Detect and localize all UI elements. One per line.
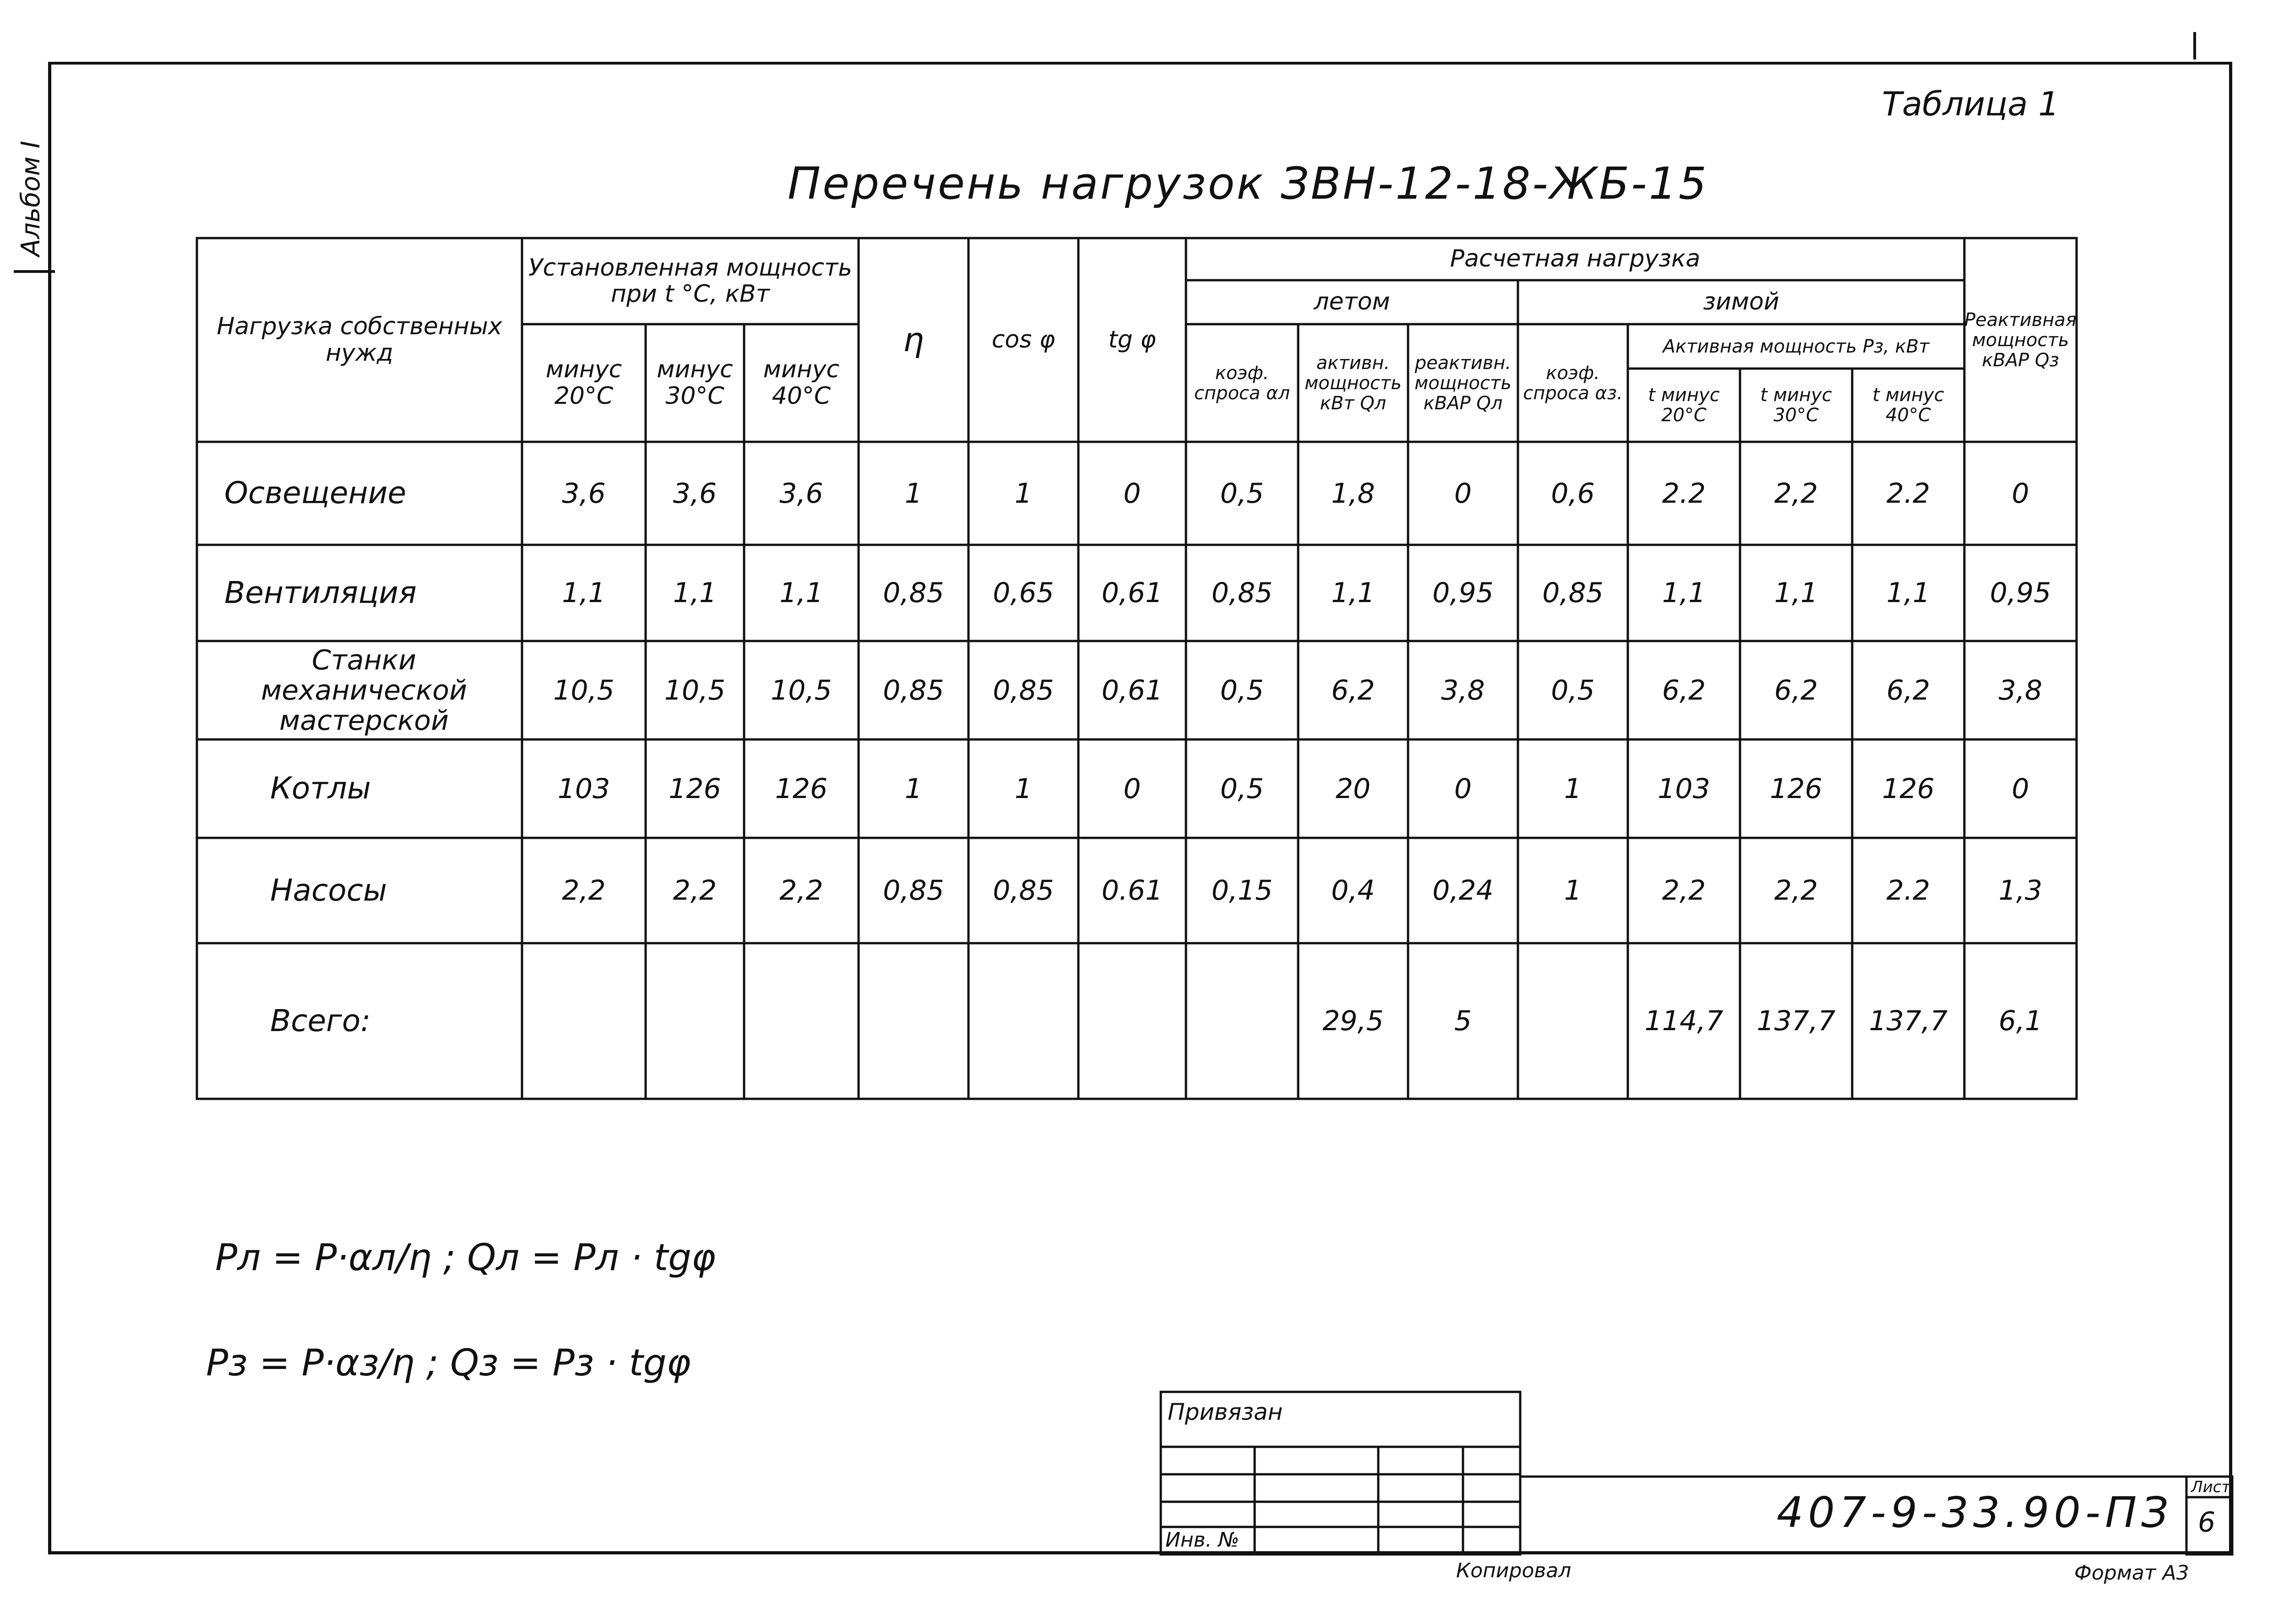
paper-format: Формат А3 (2074, 1561, 2189, 1585)
table-cell: 3,6 (779, 477, 823, 510)
copied-by: Копировал (1456, 1559, 1572, 1582)
table-cell: 2,2 (1774, 477, 1818, 510)
table-cell: 2,2 (562, 874, 606, 907)
header-winter: зимой (1703, 288, 1779, 316)
table-cell: 1,1 (1662, 577, 1706, 609)
row-label: Освещение (224, 475, 407, 511)
formula-summer: Pл = P·αл/η ; Qл = Pл · tgφ (215, 1236, 716, 1279)
table-cell: 137,7 (1756, 1005, 1836, 1037)
header-installed-30: минус 30°С (657, 356, 733, 410)
header-installed-40: минус 40°С (763, 356, 840, 410)
table-cell: 0,24 (1432, 874, 1494, 907)
table-cell: 0,85 (883, 577, 944, 609)
table-cell: 3,8 (1998, 674, 2043, 706)
header-summer-k: коэф. спроса αл (1194, 362, 1290, 404)
header-winter-k: коэф. спроса αз. (1523, 362, 1623, 404)
sheet-label: Лист (2191, 1478, 2231, 1496)
table-cell: 0,65 (993, 577, 1054, 609)
table-cell: 5 (1454, 1005, 1472, 1037)
table-cell: 1 (1014, 772, 1033, 805)
table-cell: 0,61 (1101, 674, 1163, 706)
table-cell: 10,5 (771, 674, 832, 706)
table-cell: 0,5 (1220, 772, 1264, 805)
formula-winter: Pз = P·αз/η ; Qз = Pз · tgφ (206, 1342, 691, 1384)
table-cell: 0,6 (1551, 477, 1595, 510)
table-cell: 0,85 (883, 674, 944, 706)
table-cell (522, 943, 646, 1099)
table-cell: 1 (904, 477, 923, 510)
table-cell: 3,6 (673, 477, 717, 510)
table-cell: 114,7 (1644, 1005, 1724, 1037)
header-load: Нагрузка собственных нужд (217, 313, 502, 367)
table-cell (859, 943, 968, 1099)
header-installed-20: минус 20°С (545, 356, 622, 410)
table-cell (1186, 943, 1298, 1099)
album-label: Альбом I (16, 141, 46, 256)
table-cell: 3,8 (1441, 674, 1485, 706)
table-cell: 103 (557, 772, 610, 805)
page-title: Перечень нагрузок ЗВН-12-18-ЖБ-15 (788, 158, 1708, 209)
table-cell: 10,5 (553, 674, 614, 706)
table-cell: 0,85 (993, 874, 1054, 907)
table-cell (968, 943, 1078, 1099)
table-cell: 0,5 (1551, 674, 1595, 706)
header-cos: cos φ (991, 326, 1055, 353)
table-cell: 1 (1014, 477, 1033, 510)
header-reactive-winter: Реактивная мощность кВАР Qз (1964, 309, 2077, 371)
table-cell: 6,2 (1331, 674, 1375, 706)
table-cell: 1,1 (1774, 577, 1818, 609)
stamp-privyazan: Привязан (1168, 1399, 1283, 1425)
table-cell: 0,85 (1211, 577, 1273, 609)
header-winter-active: Активная мощность Pз, кВт (1663, 336, 1930, 357)
table-cell: 0,85 (1542, 577, 1604, 609)
header-summer: летом (1314, 288, 1390, 316)
table-cell: 0,15 (1211, 874, 1273, 907)
table-cell: 126 (1770, 772, 1822, 805)
table-cell: 2.2 (1886, 874, 1930, 907)
table-cell: 1,1 (1886, 577, 1930, 609)
table-cell: 1,8 (1331, 477, 1375, 510)
header-summer-active: активн. мощность кВт Qл (1305, 352, 1402, 414)
table-cell: 6,2 (1774, 674, 1818, 706)
table-cell: 0 (2012, 772, 2029, 805)
table-cell: 1,1 (1331, 577, 1375, 609)
table-cell: 6,2 (1662, 674, 1706, 706)
table-cell: 137,7 (1869, 1005, 1948, 1037)
row-label: Вентиляция (224, 575, 417, 610)
row-label: Котлы (270, 771, 371, 806)
table-cell: 3,6 (562, 477, 606, 510)
table-cell: 0,5 (1220, 674, 1264, 706)
table-cell: 6,2 (1886, 674, 1930, 706)
table-cell: 1,1 (562, 577, 606, 609)
table-cell: 1,1 (779, 577, 823, 609)
table-cell: 103 (1658, 772, 1710, 805)
table-cell: 1,3 (1998, 874, 2043, 907)
table-cell (1518, 943, 1628, 1099)
table-cell: 2.2 (1886, 477, 1930, 510)
table-cell: 0 (1454, 772, 1472, 805)
table-cell: 2.2 (1662, 477, 1706, 510)
header-tg: tg φ (1108, 326, 1156, 353)
table-cell: 0 (1454, 477, 1472, 510)
table-cell: 0,95 (1990, 577, 2051, 609)
table-cell: 0 (1123, 477, 1141, 510)
row-label-total: Всего: (270, 1003, 371, 1038)
table-cell: 1 (904, 772, 923, 805)
stamp-inv-number: Инв. № (1165, 1528, 1240, 1552)
table-cell: 0,85 (993, 674, 1054, 706)
table-cell: 0 (1123, 772, 1141, 805)
table-cell: 0,95 (1432, 577, 1494, 609)
table-cell: 0,61 (1101, 577, 1163, 609)
table-cell: 126 (775, 772, 828, 805)
row-label: Насосы (270, 872, 387, 908)
header-winter-active-20: t минус 20°С (1648, 385, 1720, 426)
header-calc-load: Расчетная нагрузка (1450, 245, 1701, 273)
table-cell (1078, 943, 1186, 1099)
header-winter-active-30: t минус 30°С (1760, 385, 1832, 426)
sheet-number: 6 (2198, 1506, 2216, 1538)
table-cell (744, 943, 859, 1099)
table-cell: 10,5 (664, 674, 726, 706)
table-cell: 2,2 (779, 874, 823, 907)
header-eta: η (903, 320, 924, 359)
table-cell: 2,2 (673, 874, 717, 907)
table-cell: 0.61 (1101, 874, 1163, 907)
table-cell: 1 (1564, 772, 1582, 805)
table-cell: 126 (669, 772, 721, 805)
table-cell: 29,5 (1322, 1005, 1384, 1037)
table-cell: 2,2 (1662, 874, 1706, 907)
table-cell: 1,1 (673, 577, 717, 609)
table-cell: 0,85 (883, 874, 944, 907)
table-cell: 1 (1564, 874, 1582, 907)
header-installed: Установленная мощность при t °С, кВт (528, 254, 853, 308)
row-label: Станки механической мастерской (261, 644, 467, 737)
table-number-label: Таблица 1 (1882, 85, 2060, 123)
table-cell: 20 (1335, 772, 1371, 805)
table-cell: 2,2 (1774, 874, 1818, 907)
header-summer-reactive: реактивн. мощность кВАР Qл (1414, 352, 1512, 414)
table-cell: 126 (1882, 772, 1935, 805)
table-cell: 0,5 (1220, 477, 1264, 510)
table-cell: 0 (2012, 477, 2029, 510)
table-cell (646, 943, 744, 1099)
table-cell: 6,1 (1998, 1005, 2043, 1037)
document-code: 407-9-33.90-ПЗ (1777, 1488, 2173, 1537)
table-cell: 0,4 (1331, 874, 1375, 907)
header-winter-active-40: t минус 40°С (1872, 385, 1944, 426)
